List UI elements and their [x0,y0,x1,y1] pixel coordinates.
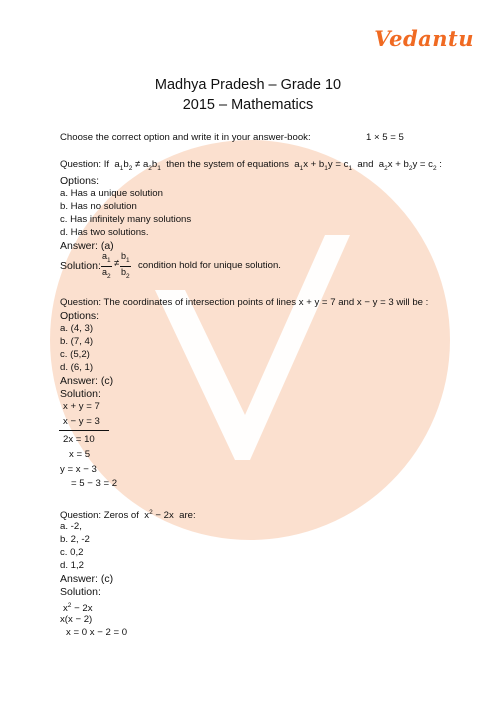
q2-options-label: Options: [60,310,100,322]
q2-option-d: d. (6, 1) [60,362,94,373]
q2-step-6: = 5 − 3 = 2 [71,478,118,489]
q3-step1-rest: − 2x [74,603,93,615]
q2-step-2: x − y = 3 [63,416,100,427]
q3-expr-rest: − 2x [155,510,174,522]
q1-fraction-a-den: $a_2$ [102,266,111,280]
q1-fraction-b-den: $b_2$ [121,266,130,280]
q2-step-1: x + y = 7 [63,401,100,412]
q3-question-prefix: Question: Zeros of [60,510,139,522]
q3-step-1 [63,600,93,615]
page-subtitle: 2015 – Mathematics [182,97,314,113]
q3-step1-exp: 2 [67,602,72,609]
q1-option-c: c. Has infinitely many solutions [60,214,192,225]
q2-option-c: c. (5,2) [60,349,90,360]
q1-and: and [357,159,374,170]
q2-step-5: y = x − 3 [60,464,97,475]
q3-option-a: a. -2, [60,521,82,532]
q3-expr-exp: 2 [149,509,153,516]
q3-answer: Answer: (c) [60,573,114,585]
q1-condition: $a_1b_2 \ne a_2b_1$ [111,159,161,172]
q1-option-b: b. Has no solution [60,201,137,212]
q3-step-2: x(x − 2) [60,614,93,625]
q3-step1-base: x [63,603,68,615]
vedantu-logo: Vedantu [374,26,474,51]
q2-option-b: b. (7, 4) [60,336,94,347]
q1-fraction-a-num: $a_1$ [101,251,112,267]
q3-option-d: d. 1,2 [60,560,85,571]
q3-solution-label: Solution: [60,586,101,598]
q1-fraction-b-num: $b_1$ [120,251,131,267]
q1-eq2: $a_2x + b_2y = c_2$ : [376,159,442,172]
q1-fraction-b [120,251,131,282]
q1-middle: then the system of equations [166,159,289,170]
instructions-text: Choose the correct option and write it in your answer-book: [60,132,311,143]
q3-question [60,507,196,522]
q1-option-d: d. Has two solutions. [60,227,149,238]
q3-expression [142,510,177,521]
q2-question: Question: The coordinates of intersection points of lines x + y = 7 and x − y = 3 will be : [60,297,429,308]
q2-step-3: 2x = 10 [63,434,95,445]
q2-step-4: x = 5 [69,449,91,460]
q1-solution-text: condition hold for unique solution. [138,260,281,271]
q1-option-a: a. Has a unique solution [60,188,163,199]
q3-option-b: b. 2, -2 [60,534,90,545]
q1-fraction-a [101,251,112,282]
q2-sum-rule [59,430,109,431]
q3-question-suffix: are: [179,510,196,522]
q3-option-c: c. 0,2 [60,547,84,558]
q1-answer: Answer: (a) [60,240,114,252]
q1-options-label: Options: [60,175,100,187]
q1-neq-sign: ≠ [114,258,120,269]
q1-line [60,159,442,175]
q1-solution-label: Solution: [60,260,101,272]
page-title: Madhya Pradesh – Grade 10 [154,77,342,93]
q2-solution-label: Solution: [60,388,101,400]
q3-step-3: x = 0 x − 2 = 0 [66,627,128,638]
q3-expr-base: x [144,510,150,522]
q1-eq1: $a_1x + b_1y = c_1$ [291,159,353,172]
q2-option-a: a. (4, 3) [60,323,94,334]
marks-text: 1 × 5 = 5 [366,132,404,143]
q1-prefix: Question: If [60,159,110,170]
q2-answer: Answer: (c) [60,375,114,387]
